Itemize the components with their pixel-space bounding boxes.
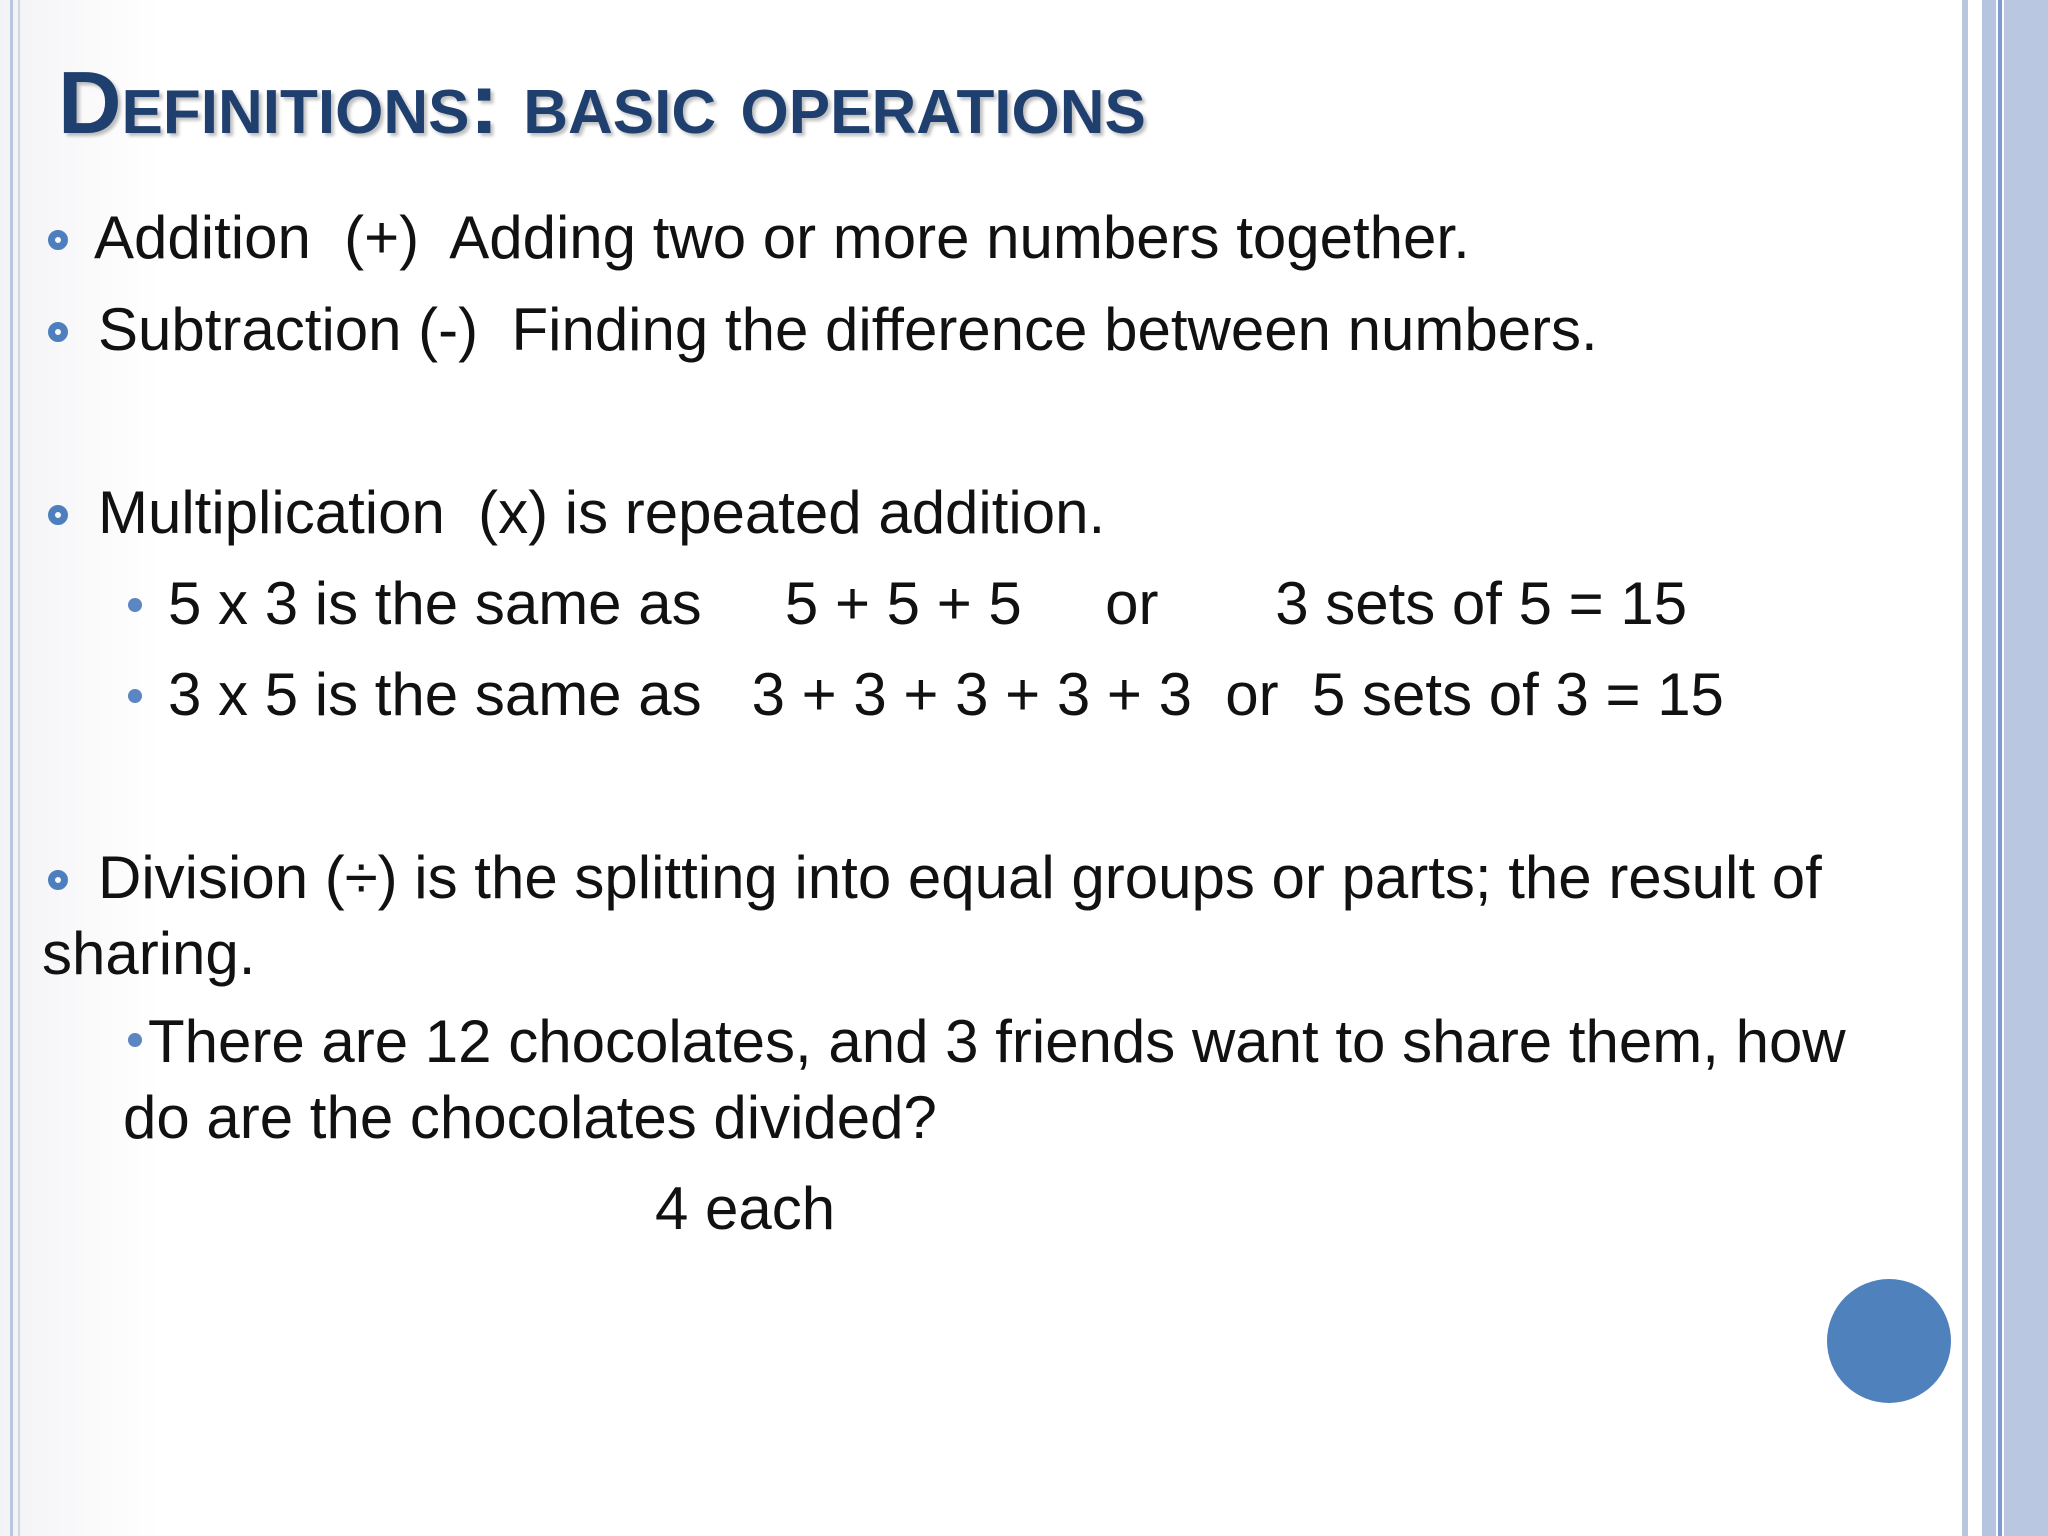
bullet-multiplication: Multiplication (x) is repeated addition. [98, 479, 1106, 546]
mult-example-2: 3 x 5 is the same as 3 + 3 + 3 + 3 + 3 or 5 sets of 3 = 15 [168, 661, 1724, 728]
sub-bullet-icon [128, 598, 142, 612]
bullet-subtraction: Subtraction (-) Finding the difference between numbers. [98, 296, 1598, 363]
bullet-division-line2: sharing. [42, 920, 256, 987]
right-border-stripe-1 [1962, 0, 1968, 1536]
bullet-icon [48, 505, 68, 525]
div-example-line1 [128, 1006, 1846, 1078]
mult-example-1: 5 x 3 is the same as 5 + 5 + 5 or 3 sets of 5 = 15 [168, 570, 1688, 637]
bullet-icon [48, 870, 68, 890]
div-example-text-1: There are 12 chocolates, and 3 friends want to share them, how [148, 1008, 1846, 1075]
div-example-line2: do are the chocolates divided? [123, 1084, 937, 1151]
right-border-stripe-4 [2004, 0, 2048, 1536]
bullet-division-line1: Division (÷) is the splitting into equal groups or parts; the result of [98, 844, 1822, 911]
left-border-line [10, 0, 13, 1536]
slide-title: Definitions: basic operations [58, 53, 1146, 152]
left-border-line-inner [18, 0, 20, 1536]
bullet-icon [48, 230, 68, 250]
right-border-stripe-3 [1998, 0, 2002, 1536]
sub-bullet-icon [128, 1033, 142, 1047]
div-answer: 4 each [655, 1175, 836, 1242]
sub-bullet-icon [128, 689, 142, 703]
decorative-circle [1827, 1279, 1951, 1403]
right-border-stripe-2 [1982, 0, 1996, 1536]
bullet-icon [48, 322, 68, 342]
bullet-addition: Addition (+) Adding two or more numbers together. [94, 204, 1470, 271]
